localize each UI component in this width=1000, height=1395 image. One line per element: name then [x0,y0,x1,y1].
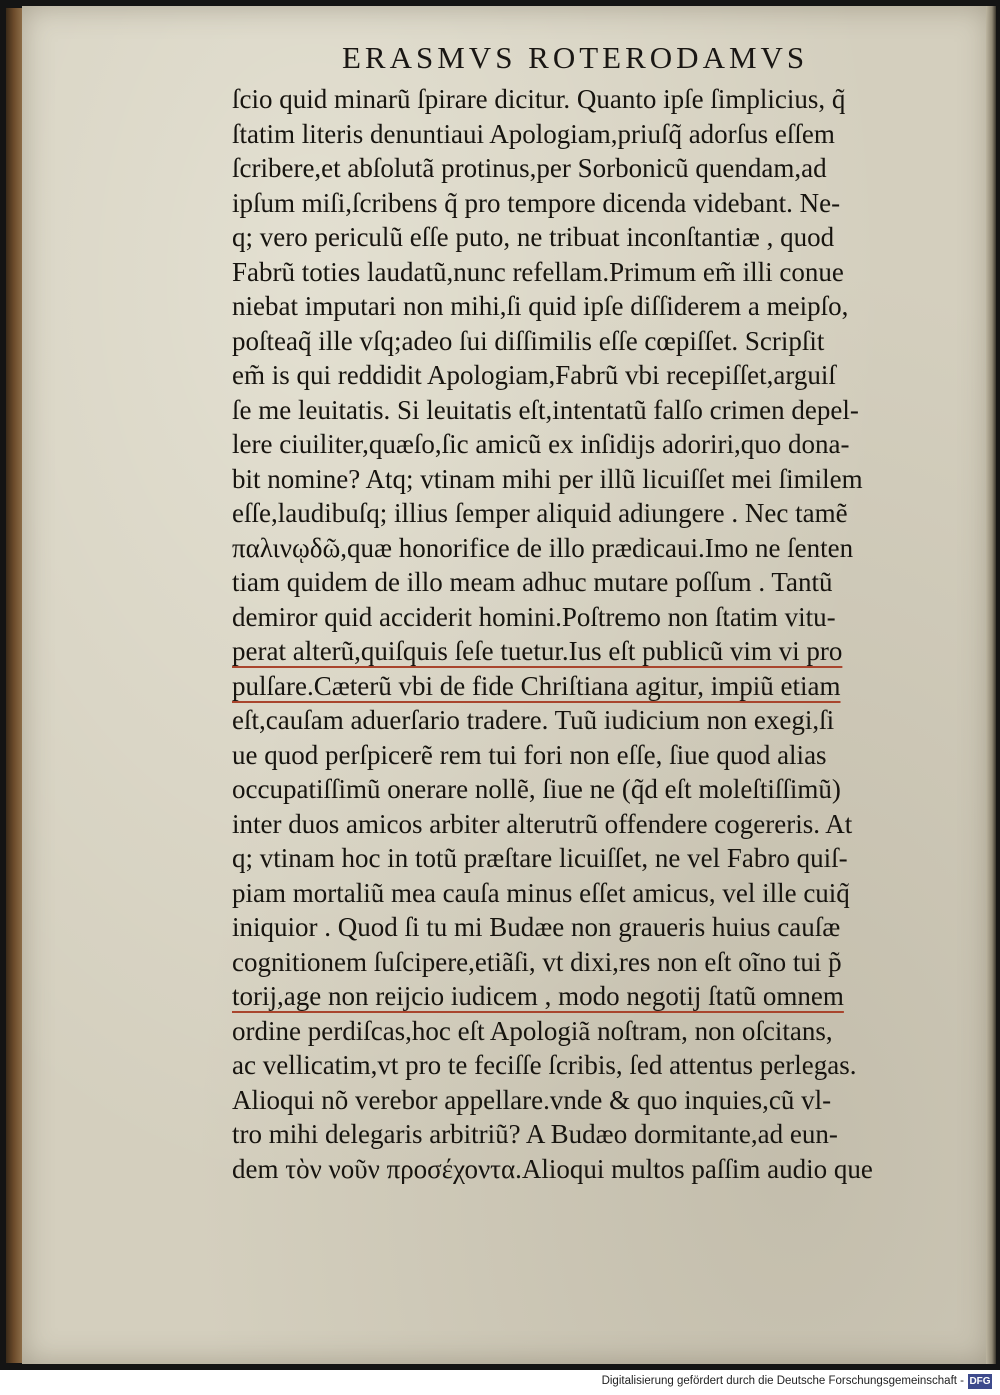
text-line: torij,age non reijcio iudicem , modo negotij ſtatũ omnem [232,981,844,1011]
text-line: ordine perdiſcas,hoc eſt Apologiã noſtram, non oſcitans, [232,1015,833,1046]
text-line: Alioqui nõ verebor appellare.vnde & quo inquies,cũ vl- [232,1084,832,1115]
text-line: Fabrũ toties laudatũ,nunc refellam.Primum em̃ illi conue [232,256,844,287]
text-line: bit nomine? Atq; vtinam mihi per illũ licuiſſet mei ſimilem [232,463,863,494]
text-line: eſſe,laudibuſq; illius ſemper aliquid adiungere . Nec tamẽ [232,498,848,528]
text-line: eſt,cauſam aduerſario tradere. Tuũ iudicium non exegi,ſi [232,705,835,735]
text-line: pulſare.Cæterũ vbi de fide Chriſtiana agitur, impiũ etiam [232,670,841,701]
page-edge-right [986,6,996,1364]
book-page [22,6,990,1364]
text-line: tro mihi delegaris arbitriũ? A Budæo dormitante,ad eun- [232,1119,838,1149]
text-line: ſtatim literis denuntiaui Apologiam,priuſq̃ adorſus eſſem [232,118,835,149]
dfg-logo-icon: DFG [969,1376,991,1387]
text-line: q; vero periculũ eſſe puto, ne tribuat inconſtantiæ , quod [232,222,835,252]
text-line: παλινῳδῶ,quæ honorifice de illo prædicaui.Imo ne ſenten [232,532,854,563]
text-line: demiror quid acciderit homini.Poſtremo non ſtatim vitu- [232,601,836,632]
footer-bar [0,1370,1000,1395]
text-line: q; vtinam hoc in totũ præſtare licuiſſet, ne vel Fabro quiſ- [232,843,848,873]
text-line: ſcio quid minarũ ſpirare dicitur. Quanto ipſe ſimplicius, q̃ [232,84,846,114]
text-line: ipſum miſi,ſcribens q̃ pro tempore dicenda videbant. Ne- [232,187,841,218]
text-line: perat alterũ,quiſquis ſeſe tuetur.Ius eſt publicũ vim vi pro [232,636,843,666]
text-line: dem τὸν νοῦν προσέχοντα.Alioqui multos paſſim audio que [232,1153,873,1184]
footer-credit: Digitalisierung gefördert durch die Deutsche Forschungsgemeinschaft - [601,1375,964,1387]
text-line: iniquior . Quod ſi tu mi Budæe non graueris huius cauſæ [232,912,841,942]
text-line: lere ciuiliter,quæſo,ſic amicũ ex inſidijs adoriri,quo dona- [232,429,850,459]
text-line: occupatiſſimũ onerare nollẽ, ſiue ne (q̃d eſt moleſtiſſimũ) [232,774,841,804]
text-line: poſteaq̃ ille vſq;adeo ſui diſſimilis eſſe cœpiſſet. Scripſit [232,325,825,356]
text-line: em̃ is qui reddidit Apologiam,Fabrũ vbi recepiſſet,arguiſ [232,360,836,390]
text-line: ſcribere,et abſolutã protinus,per Sorbonicũ quendam,ad [232,153,827,183]
text-line: ſe me leuitatis. Si leuitatis eſt,intentatũ falſo crimen depel- [232,394,859,425]
text-line: ac vellicatim,vt pro te feciſſe ſcribis, ſed attentus perlegas. [232,1050,857,1080]
text-line: piam mortaliũ mea cauſa minus eſſet amicus, vel ille cuiq̃ [232,877,850,908]
text-line: niebat imputari non mihi,ſi quid ipſe diſſiderem a meipſo, [232,291,849,321]
text-line: cognitionem ſuſcipere,etiãſi, vt dixi,res non eſt oĩno tui p̃ [232,946,842,977]
text-line: inter duos amicos arbiter alterutrũ offendere cogereris. At [232,808,853,839]
text-line: ue quod perſpicerẽ rem tui fori non eſſe, ſiue quod alias [232,739,827,770]
text-block [232,82,932,1186]
running-head: ERASMVS ROTERODAMVS [342,40,809,75]
text-line: tiam quidem de illo meam adhuc mutare poſſum . Tantũ [232,567,833,597]
